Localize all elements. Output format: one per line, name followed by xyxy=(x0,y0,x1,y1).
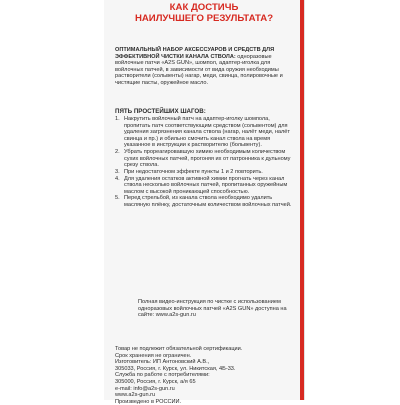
footer-line: Произведено в РОССИИ. xyxy=(115,398,182,405)
step-text: Перед стрельбой, из канала ствола необходимо удалить масляную плёнку, достаточным количеством войлочных патчей. xyxy=(124,195,292,209)
step-number: 1. xyxy=(115,116,120,122)
step-number: 2. xyxy=(115,149,120,156)
step-text: Для удаления остатков активной химии прогнать через канал ствола несколько войлочных патчей, пропитанных оружейным маслом с высокой проникающей способностью. xyxy=(124,175,288,195)
video-instruction-note: Полная видео-инструкция по чистке с использованием одноразовых войлочных патчей «A2S GUN» доступна на сайте: www.a2s-gun.ru xyxy=(138,299,287,319)
footer-line: www.a2s-gun.ru xyxy=(115,392,156,399)
footer-line: Товар не подлежит обязательной сертификации. xyxy=(115,346,243,352)
step-item xyxy=(115,195,297,208)
page-title-line2: НАИЛУЧШЕГО РЕЗУЛЬТАТА? xyxy=(134,13,274,24)
step-item xyxy=(115,176,297,196)
footer-line: e-mail: info@a2s-gun.ru xyxy=(115,385,175,392)
step-text: При недостаточном эффекте пункты 1 и 2 повторить. xyxy=(124,169,263,176)
intro-text: одноразовые войлочные патчи «A2S GUN», шомпол, адаптер-иголка для войлочных патчей, в зависимости от вида оружия необходимы растворители (сольвенты) нагар, меди, свинца, полировочные и чистящие пасты, оружейное масло. xyxy=(115,53,283,86)
step-number: 5. xyxy=(115,195,120,202)
page-title-line1: КАК ДОСТИЧЬ xyxy=(169,2,239,13)
instruction-card xyxy=(104,0,305,405)
step-text: Накрутить войлочный патч на адаптер-иголку шомпола, пропитать патч соответствующим средством (сольвентом) для удаления загрязнения канала ствола (нагар, налёт меди, налёт свинца и пр.) и обильно смочить канал ствола на время указанное в инструкции к растворителю (больвенту). xyxy=(124,116,290,149)
intro-paragraph xyxy=(115,47,297,87)
steps-list xyxy=(115,116,297,209)
footer-line: Служба по работе с потребителями: xyxy=(115,372,210,379)
steps-heading: ПЯТЬ ПРОСТЕЙШИХ ШАГОВ: xyxy=(115,108,206,115)
step-text: Убрать прореагировавшую химию необходимым количеством сухих войлочных патчей, прогоняя их от патронника к дульному срезу ствола. xyxy=(124,149,291,169)
step-item xyxy=(115,149,297,169)
footer-line: 305033, Россия, г. Курск, ул. Никитская, 4Б-33. xyxy=(115,365,236,372)
accent-stripe xyxy=(300,0,304,400)
intro-heading: ОПТИМАЛЬНЫЙ НАБОР АКСЕССУАРОВ И СРЕДСТВ ДЛЯ ЭФФЕКТИВНОЙ ЧИСТКИ КАНАЛА СТВОЛА: xyxy=(115,47,275,60)
manufacturer-info xyxy=(115,346,297,405)
step-number: 4. xyxy=(115,175,120,182)
footer-line: Срок хранения не ограничен. xyxy=(115,352,192,359)
step-number: 3. xyxy=(115,169,120,176)
step-item xyxy=(115,116,297,149)
footer-line: Изготовитель: ИП Антоновский А.В., xyxy=(115,359,210,366)
footer-line: 305000, Россия, г. Курск, а/я 65 xyxy=(115,378,196,385)
step-item xyxy=(115,169,297,176)
